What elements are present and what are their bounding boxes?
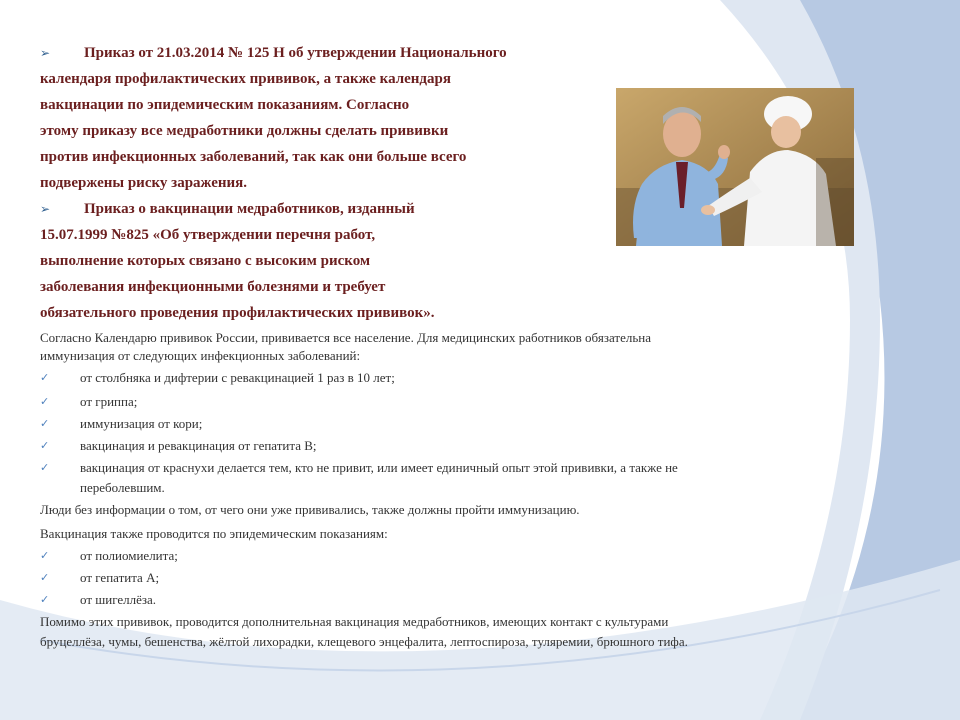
mandatory-item-5-line-2: переболевшим. <box>80 480 165 495</box>
additional-line-2: бруцеллёза, чумы, бешенства, жёлтой лихорадки, клещевого энцефалита, лептоспироза, туляремии, брюшного тифа. <box>40 634 688 649</box>
mandatory-item-1: от столбняка и дифтерии с ревакцинацией 1 раз в 10 лет; <box>80 370 395 385</box>
epidemic-intro: Вакцинация также проводится по эпидемическим показаниям: <box>40 526 388 541</box>
order2-line-1: Приказ о вакцинации медработников, изданный <box>84 201 415 217</box>
order1-line-1: Приказ от 21.03.2014 № 125 Н об утверждении Национального <box>84 45 507 61</box>
order1-line-3: вакцинации по эпидемическим показаниям. Согласно <box>40 97 410 113</box>
epidemic-item-2: от гепатита А; <box>80 570 160 585</box>
mandatory-item-2: от гриппа; <box>80 394 138 409</box>
epidemic-item-3: от шигеллёза. <box>80 592 157 607</box>
checkmark-bullet-icon: ✓ <box>40 439 50 452</box>
order2-line-3: выполнение которых связано с высоким риском <box>40 253 371 269</box>
order2-line-5: обязательного проведения профилактических прививок». <box>40 305 435 321</box>
order1-line-5: против инфекционных заболеваний, так как они больше всего <box>40 149 467 165</box>
order2-line-2: 15.07.1999 №825 «Об утверждении перечня работ, <box>40 227 376 243</box>
vaccination-photo <box>616 88 854 246</box>
mandatory-item-5-line-1: вакцинация от краснухи делается тем, кто не привит, или имеет единичный опыт этой прививки, а также не <box>80 460 678 475</box>
arrowhead-bullet-icon: ➢ <box>40 46 51 60</box>
no-info-text: Люди без информации о том, от чего они уже прививались, также должны пройти иммунизацию. <box>40 502 580 517</box>
checkmark-bullet-icon: ✓ <box>40 395 50 408</box>
intro-line-1: Согласно Календарю прививок России, прививается все население. Для медицинских работников обязательна <box>40 330 651 345</box>
checkmark-bullet-icon: ✓ <box>40 371 50 384</box>
arrowhead-bullet-icon: ➢ <box>40 202 51 216</box>
checkmark-bullet-icon: ✓ <box>40 571 50 584</box>
order1-line-6: подвержены риску заражения. <box>40 175 248 191</box>
epidemic-item-1: от полиомиелита; <box>80 548 178 563</box>
mandatory-item-4: вакцинация и ревакцинация от гепатита В; <box>80 438 317 453</box>
mandatory-item-3: иммунизация от кори; <box>80 416 203 431</box>
checkmark-bullet-icon: ✓ <box>40 417 50 430</box>
additional-line-1: Помимо этих прививок, проводится дополнительная вакцинация медработников, имеющих контакт с культурами <box>40 614 669 629</box>
order1-line-2: календаря профилактических прививок, а также календаря <box>40 71 451 87</box>
order1-line-4: этому приказу все медработники должны сделать прививки <box>40 123 449 139</box>
checkmark-bullet-icon: ✓ <box>40 461 50 474</box>
checkmark-bullet-icon: ✓ <box>40 593 50 606</box>
intro-line-2: иммунизация от следующих инфекционных заболеваний: <box>40 348 361 363</box>
order2-line-4: заболевания инфекционными болезнями и требует <box>40 279 386 295</box>
checkmark-bullet-icon: ✓ <box>40 549 50 562</box>
